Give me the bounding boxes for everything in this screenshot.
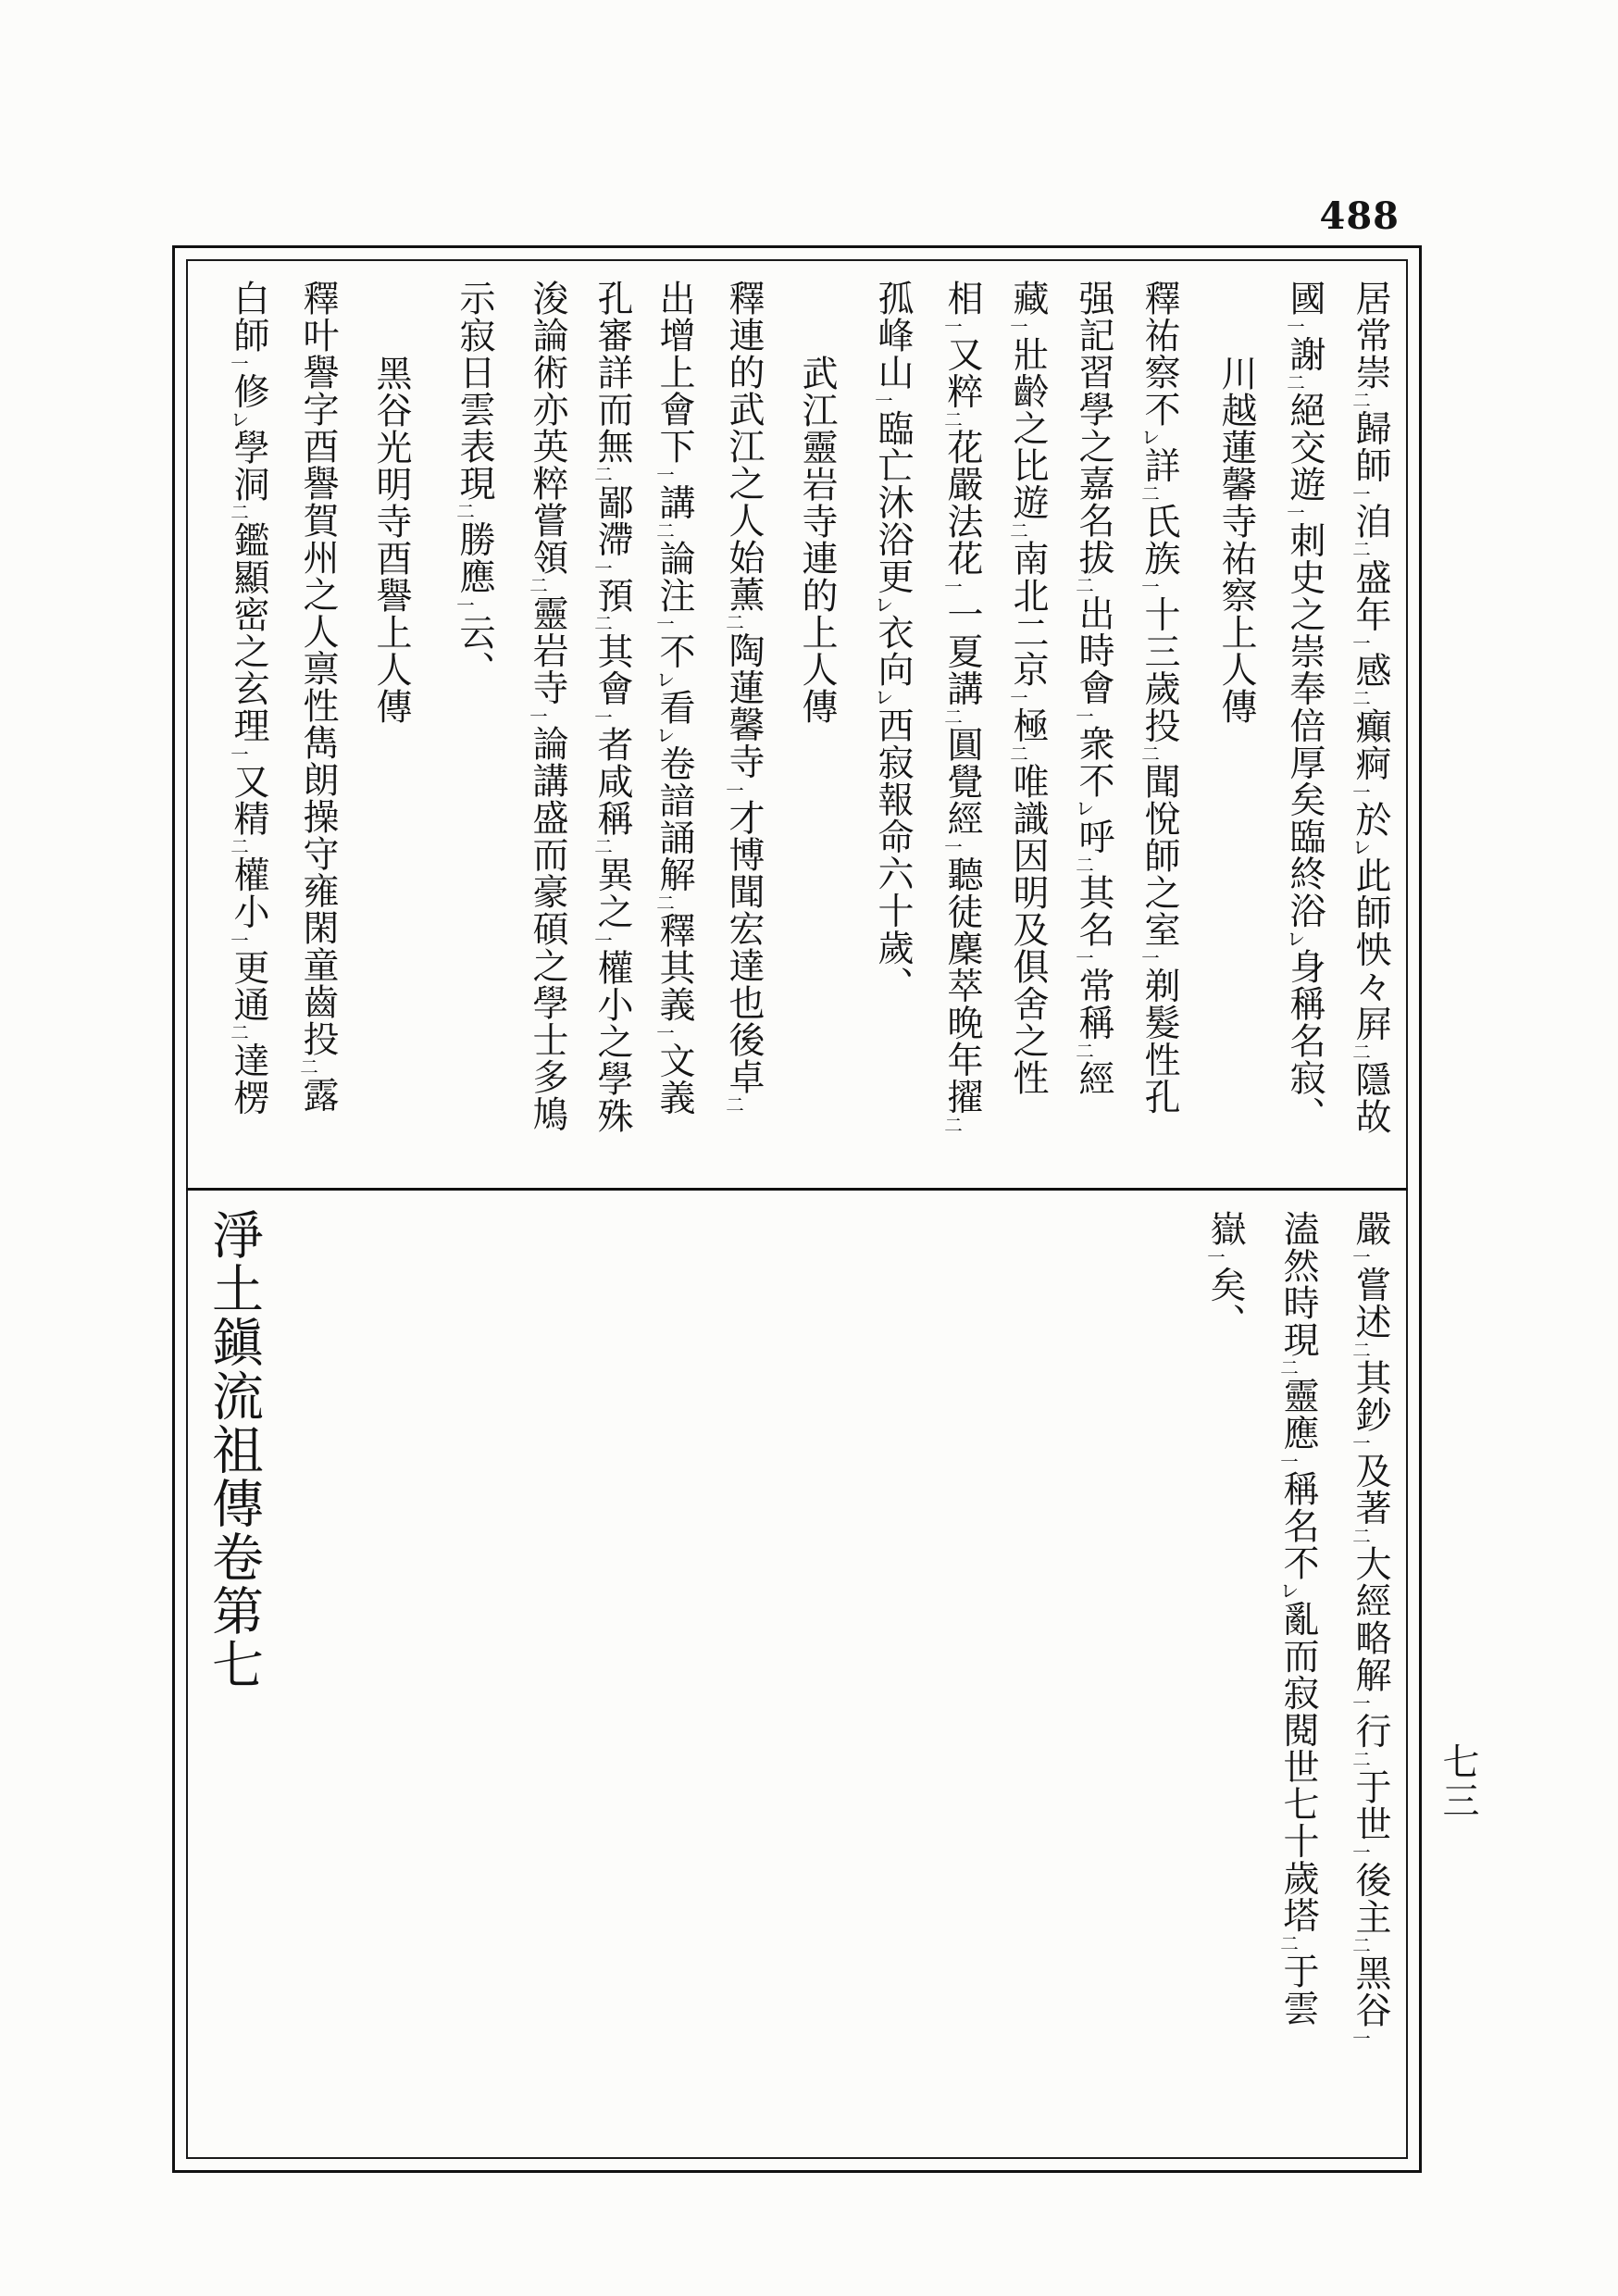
kaeriten-mark: ㆒: [1139, 577, 1160, 596]
text-column: 浚論術亦英粹嘗領㆓靈岩寺㆒論講盛而豪碩之學士多鳩: [527, 280, 568, 1132]
kaeriten-mark: ㆑: [653, 669, 675, 689]
kaeriten-mark: ㆒: [1350, 1693, 1371, 1713]
kaeriten-mark: ㆓: [1350, 1526, 1371, 1545]
volume-end-title: 淨土鎭流祖傳卷第七: [204, 1208, 264, 1691]
kaeriten-mark: ㆑: [1350, 838, 1371, 857]
kaeriten-mark: ㆒: [941, 837, 963, 856]
kaeriten-mark: ㆒: [454, 594, 475, 614]
kaeriten-mark: ㆓: [1139, 743, 1160, 763]
kaeriten-mark: ㆒: [1350, 1842, 1371, 1862]
text-column: 釋祐察不㆑詳㆓氏族㆒十三歲投㆓聞悅師之室㆒剃髮性孔: [1139, 280, 1180, 1116]
kaeriten-mark: ㆒: [1073, 948, 1094, 967]
kaeriten-mark: ㆒: [591, 930, 613, 949]
text-column: 孤峰山㆒臨亡沐浴更㆑衣向㆑西寂報命六十歲、: [872, 280, 914, 1004]
kaeriten-mark: ㆓: [1073, 576, 1094, 595]
kaeriten-mark: ㆒: [1204, 1247, 1226, 1267]
kaeriten-mark: ㆒: [1007, 688, 1028, 707]
kaeriten-mark: ㆓: [1007, 520, 1028, 540]
text-column: 强記習學之嘉名拔㆓出時會㆒衆不㆑呼㆓其名㆒常稱㆓經: [1073, 280, 1114, 1097]
kaeriten-mark: ㆑: [653, 726, 675, 745]
kaeriten-mark: ㆓: [653, 892, 675, 912]
kaeriten-mark: ㆒: [1073, 705, 1094, 725]
kaeriten-mark: ㆒: [653, 1023, 675, 1042]
kaeriten-mark: ㆒: [591, 557, 613, 577]
kaeriten-mark: ㆒: [1350, 632, 1371, 652]
text-column: 釋叶譽字酉譽賀州之人禀性雋朗操守雍閑童齒投㆓露: [297, 280, 339, 1114]
text-column: 藏㆒壯齡之比遊㆓南北二京㆒極㆓唯識因明及俱舍之性: [1007, 280, 1049, 1096]
kaeriten-mark: ㆓: [1284, 372, 1305, 392]
kaeriten-mark: ㆓: [941, 1115, 963, 1134]
kaeriten-mark: ㆓: [591, 614, 613, 633]
register-divider: [186, 1188, 1408, 1191]
kaeriten-mark: ㆓: [1350, 689, 1371, 708]
kaeriten-mark: ㆒: [1284, 503, 1305, 522]
kaeriten-mark: ㆓: [1350, 540, 1371, 559]
kaeriten-mark: ㆒: [228, 354, 249, 373]
kaeriten-mark: ㆒: [653, 465, 675, 484]
kaeriten-mark: ㆒: [1350, 483, 1371, 503]
kaeriten-mark: ㆓: [1350, 1935, 1371, 1954]
text-column: 出增上會下㆒講㆓論注㆒不㆑看㆑卷諳誦解㆓釋其義㆒文義: [653, 280, 695, 1117]
kaeriten-mark: ㆓: [1139, 483, 1160, 503]
kaeriten-mark: ㆓: [1350, 1042, 1371, 1061]
text-column: 居常崇㆓歸師㆒洎㆓盛年㆒感㆓癲痾㆒於㆑此師怏々屛㆓隱故: [1350, 280, 1391, 1135]
kaeriten-mark: ㆓: [228, 503, 249, 522]
kaeriten-mark: ㆒: [1350, 1433, 1371, 1453]
kaeriten-mark: ㆑: [1139, 428, 1160, 447]
kaeriten-mark: ㆒: [1284, 317, 1305, 336]
entry-heading: 黑谷光明寺酉譽上人傳: [370, 355, 412, 725]
text-column: 國㆒謝㆓絕交遊㆒刺史之崇奉倍厚矣臨終浴㆑身稱名寂、: [1284, 280, 1326, 1133]
kaeriten-mark: ㆓: [941, 409, 963, 429]
kaeriten-mark: ㆓: [591, 837, 613, 856]
kaeriten-mark: ㆒: [723, 780, 744, 799]
kaeriten-mark: ㆒: [1007, 317, 1028, 336]
kaeriten-mark: ㆒: [941, 577, 963, 596]
kaeriten-mark: ㆓: [723, 613, 744, 632]
kaeriten-mark: ㆓: [1007, 743, 1028, 763]
kaeriten-mark: ㆓: [1073, 855, 1094, 874]
kaeriten-mark: ㆓: [1277, 1933, 1299, 1953]
original-page-number: 七三: [1437, 1742, 1479, 1820]
text-column: 相㆒又粹㆓花嚴法花㆒一夏講㆓圓覺經㆒聽徒麇萃晚年擢㆓: [941, 280, 983, 1134]
kaeriten-mark: ㆓: [1073, 1041, 1094, 1060]
kaeriten-mark: ㆓: [297, 1057, 318, 1077]
kaeriten-mark: ㆓: [1350, 1749, 1371, 1768]
kaeriten-mark: ㆒: [941, 317, 963, 336]
text-column: 釋連的武江之人始薰㆓陶蓮馨寺㆒才博聞宏達也後卓㆓: [723, 280, 765, 1115]
kaeriten-mark: ㆓: [228, 1023, 249, 1042]
text-column: 嶽㆒矣、: [1204, 1210, 1246, 1341]
kaeriten-mark: ㆓: [454, 502, 475, 521]
kaeriten-mark: ㆒: [228, 743, 249, 763]
kaeriten-mark: ㆓: [591, 465, 613, 484]
kaeriten-mark: ㆓: [1350, 1340, 1371, 1359]
kaeriten-mark: ㆑: [1277, 1581, 1299, 1601]
kaeriten-mark: ㆓: [941, 706, 963, 726]
page-number: 488: [1319, 194, 1400, 238]
kaeriten-mark: ㆒: [1350, 1247, 1371, 1267]
kaeriten-mark: ㆑: [1284, 929, 1305, 948]
kaeriten-mark: ㆒: [653, 614, 675, 633]
text-column: 嚴㆒嘗述㆓其鈔㆒及著㆓大經略解㆒行㆓于世㆒後主㆓黑谷㆒: [1350, 1210, 1391, 2048]
kaeriten-mark: ㆓: [653, 520, 675, 540]
kaeriten-mark: ㆒: [1139, 948, 1160, 967]
text-column: 示寂日雲表現㆓勝應㆒云、: [454, 280, 495, 688]
kaeriten-mark: ㆑: [1073, 799, 1094, 818]
kaeriten-mark: ㆒: [1277, 1451, 1299, 1470]
kaeriten-mark: ㆒: [527, 705, 548, 725]
kaeriten-mark: ㆑: [228, 409, 249, 429]
kaeriten-mark: ㆒: [591, 706, 613, 726]
entry-heading: 川越蓮馨寺祐察上人傳: [1215, 355, 1257, 725]
kaeriten-mark: ㆑: [872, 594, 893, 614]
kaeriten-mark: ㆑: [872, 688, 893, 707]
text-column: 溘然時現㆓靈應㆒稱名不㆑亂而寂閱世七十歲塔㆓于雲: [1277, 1210, 1319, 2027]
kaeriten-mark: ㆒: [1350, 781, 1371, 801]
kaeriten-mark: ㆓: [1350, 391, 1371, 410]
kaeriten-mark: ㆒: [872, 391, 893, 410]
kaeriten-mark: ㆓: [1277, 1358, 1299, 1378]
kaeriten-mark: ㆒: [228, 930, 249, 949]
kaeriten-mark: ㆓: [527, 576, 548, 595]
kaeriten-mark: ㆓: [228, 837, 249, 856]
text-column: 白師㆒修㆑學洞㆓鑑顯密之玄理㆒又精㆓權小㆒更通㆓達楞: [228, 280, 269, 1117]
entry-heading: 武江靈岩寺連的上人傳: [796, 355, 838, 725]
text-column: 孔審詳而無㆓鄙滯㆒預㆓其會㆒者咸稱㆓異之㆒權小之學殊: [591, 280, 633, 1134]
kaeriten-mark: ㆒: [1350, 2028, 1371, 2048]
kaeriten-mark: ㆓: [723, 1095, 744, 1115]
